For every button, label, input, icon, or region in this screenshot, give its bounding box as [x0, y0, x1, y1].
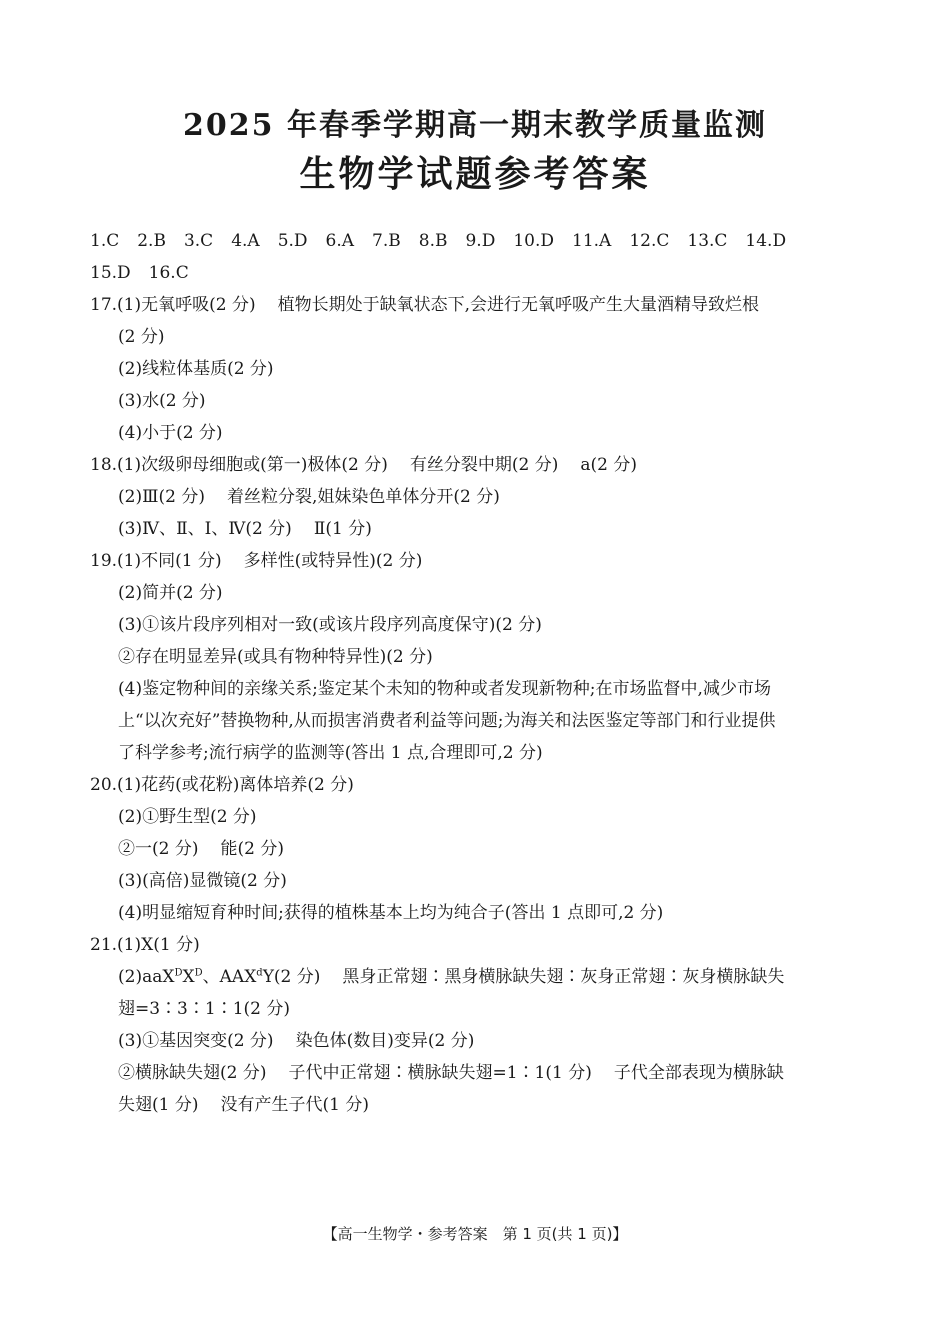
- q19-part3-1: (3)①该片段序列相对一致(或该片段序列高度保守)(2 分): [118, 615, 542, 635]
- q20-part1: 20.(1)花药(或花粉)离体培养(2 分): [90, 775, 354, 795]
- q18-line-3: [118, 517, 372, 541]
- q17-part2: (2)线粒体基质(2 分): [118, 359, 274, 379]
- q18-part3-b: Ⅱ(1 分): [313, 519, 372, 539]
- q21-part3-2-a: ②横脉缺失翅(2 分): [118, 1063, 267, 1083]
- mc-answer: 14.D: [745, 231, 787, 251]
- q18-part1-a: 18.(1)次级卵母细胞或(第一)极体(2 分): [90, 455, 388, 475]
- q18-part2-a: (2)Ⅲ(2 分): [118, 487, 205, 507]
- mc-answer: 5.D: [277, 231, 308, 251]
- mc-answer: 15.D: [90, 263, 131, 283]
- q21-part3-2-line-1: [118, 1061, 784, 1085]
- mc-answer: 3.C: [183, 231, 214, 251]
- q18-line-1: [90, 453, 637, 477]
- q20-part3: (3)(高倍)显微镜(2 分): [118, 871, 287, 891]
- q19-part4-line-2: 上“以次充好”替换物种,从而损害消费者利益等问题;为海关和法医鉴定等部门和行业提供: [118, 711, 776, 731]
- q19-part1-a: 19.(1)不同(1 分): [90, 551, 222, 571]
- q18-line-2: [118, 485, 500, 509]
- mc-answer: 9.D: [465, 231, 496, 251]
- mc-answer: 6.A: [325, 231, 355, 251]
- page-footer: 【高一生物学・参考答案 第 1 页(共 1 页)】: [322, 1225, 628, 1243]
- q19-line-1: [90, 549, 422, 573]
- q18-part1-b: 有丝分裂中期(2 分): [409, 455, 559, 475]
- q21-part1: 21.(1)X(1 分): [90, 935, 200, 955]
- q21-part3-2-line-2: [118, 1093, 369, 1117]
- q21-part3-1-a: (3)①基因突变(2 分): [118, 1031, 274, 1051]
- q21-part3-2-b: 子代中正常翅∶横脉缺失翅=1∶1(1 分): [288, 1063, 592, 1083]
- q20-part2-1: (2)①野生型(2 分): [118, 807, 257, 827]
- q21-part2-line-2: 翅=3∶3∶1∶1(2 分): [118, 999, 290, 1019]
- mc-answer: 2.B: [137, 231, 166, 251]
- q18-part3-a: (3)Ⅳ、Ⅱ、Ⅰ、Ⅳ(2 分): [118, 519, 292, 539]
- q21-phenotype-ratio: 黑身正常翅∶黑身横脉缺失翅∶灰身正常翅∶灰身横脉缺失: [342, 967, 785, 987]
- q19-part2: (2)简并(2 分): [118, 583, 223, 603]
- q19-part3-2: ②存在明显差异(或具有物种特异性)(2 分): [118, 647, 433, 667]
- q21-part3-2-c: 子代全部表现为横脉缺: [613, 1063, 784, 1083]
- mc-answer: 11.A: [572, 231, 612, 251]
- q21-genotypes: $(2)aaX^DX^D$、AAX$^d$Y(2 分): [118, 967, 321, 987]
- mc-answer: 16.C: [148, 263, 189, 283]
- q20-part2-2: [118, 837, 284, 861]
- mc-answers-row-1: [90, 229, 804, 253]
- mc-answer: 7.B: [372, 231, 401, 251]
- q17-part1-answer: 17.(1)无氧呼吸(2 分): [90, 295, 256, 315]
- mc-answer: 13.C: [687, 231, 728, 251]
- q21-part2-line-1: [118, 965, 784, 989]
- mc-answers-row-2: [90, 261, 207, 285]
- mc-answer: 8.B: [418, 231, 448, 251]
- q17-line-1: [90, 293, 759, 317]
- title-line-2: 生物学试题参考答案: [299, 153, 651, 195]
- q19-part1-b: 多样性(或特异性)(2 分): [243, 551, 423, 571]
- title-line-1: 2025 年春季学期高一期末教学质量监测: [183, 108, 767, 143]
- mc-answer: 1.C: [90, 231, 120, 251]
- mc-answer: 12.C: [629, 231, 670, 251]
- q19-part4-line-1: (4)鉴定物种间的亲缘关系;鉴定某个未知的物种或者发现新物种;在市场监督中,减少市场: [118, 679, 771, 699]
- q21-part3-2-e: 没有产生子代(1 分): [220, 1095, 369, 1115]
- q21-part3-2-d: 失翅(1 分): [118, 1095, 199, 1115]
- q21-part3-1: [118, 1029, 474, 1053]
- q17-part3: (3)水(2 分): [118, 391, 206, 411]
- q17-part4: (4)小于(2 分): [118, 423, 223, 443]
- mc-answer: 4.A: [231, 231, 260, 251]
- q18-part2-b: 着丝粒分裂,姐妹染色单体分开(2 分): [226, 487, 500, 507]
- q17-line-1-cont: (2 分): [118, 327, 165, 347]
- q17-part1-explanation: 植物长期处于缺氧状态下,会进行无氧呼吸产生大量酒精导致烂根: [277, 295, 760, 315]
- scan-mark: [852, 1260, 862, 1263]
- q20-part4: (4)明显缩短育种时间;获得的植株基本上均为纯合子(答出 1 点即可,2 分): [118, 903, 664, 923]
- q21-part3-1-b: 染色体(数目)变异(2 分): [295, 1031, 475, 1051]
- mc-answer: 10.D: [513, 231, 555, 251]
- q19-part4-line-3: 了科学参考;流行病学的监测等(答出 1 点,合理即可,2 分): [118, 743, 543, 763]
- q18-part1-c: a(2 分): [580, 455, 637, 475]
- q20-part2-2-a: ②一(2 分): [118, 839, 199, 859]
- q20-part2-2-b: 能(2 分): [220, 839, 284, 859]
